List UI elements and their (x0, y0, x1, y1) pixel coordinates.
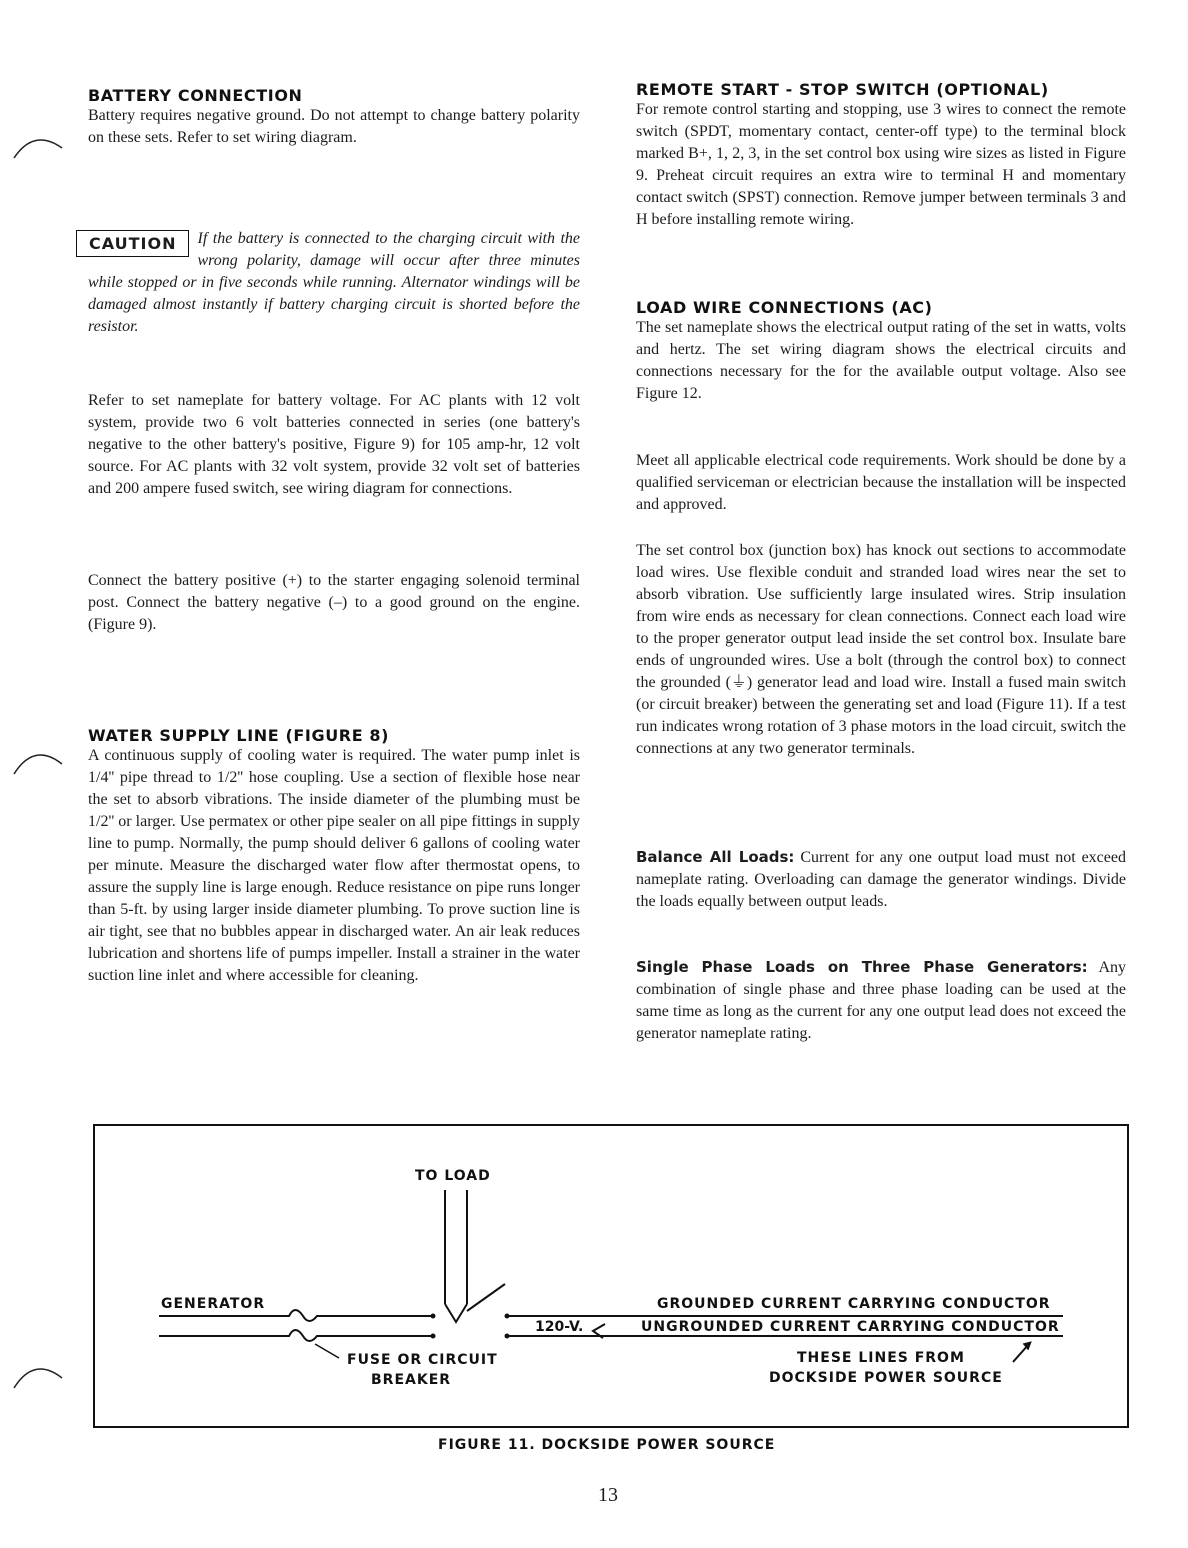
binder-hole-mark (8, 1356, 68, 1396)
battery-connection-heading: BATTERY CONNECTION (88, 86, 303, 105)
single-phase-text: Any combination of single phase and three phase loading can be used at the same time as long as the current for any one output lead does not exceed the generator nameplate rating. (636, 959, 1126, 1042)
caution-badge: CAUTION (76, 230, 189, 257)
to-load-label: TO LOAD (415, 1168, 491, 1184)
water-supply-text: A continuous supply of cooling water is required. The water pump inlet is 1/4'' pipe thread to 1/2'' hose coupling. Use a section of flexible hose near the set to absorb vibrations. The inside diameter of the plumbing must be 1/2'' or larger. Use permatex or other pipe sealer on all pipe fittings in supply line to pump. Normally, the pump should deliver 6 gallons of cooling water per minute. Measure the discharged water flow after thermostat opens, to assure the supply line is large enough. Reduce resistance on pipe runs longer than 5-ft. by using larger inside diameter plumbing. To prove suction line is air tight, see that no bubbles appear in discharged water. An air leak reduces lubrication and shortens life of pumps impeller. Install a strainer in the water suction line inlet and where accessible for cleaning. (88, 747, 580, 984)
remote-switch-section (636, 80, 1126, 231)
battery-connection-text: Battery requires negative ground. Do not attempt to change battery polarity on these sets. Refer to set wiring diagram. (88, 107, 580, 146)
water-supply-section (88, 726, 580, 987)
control-box-text: The set control box (junction box) has knock out sections to accommodate load wires. Use flexible conduit and stranded load wires near the set to absorb vibration. Use sufficiently large insulated wires. Strip insulation from wire ends as necessary for clean connections. Connect each load wire to the proper generator output lead inside the set control box. Insulate bare ends of ungrounded wires. Use a bolt (through the control box) to connect the grounded (⏚) generator lead and load wire. Install a fused main switch (or circuit breaker) between the generating set and load (Figure 11). If a test run indicates wrong rotation of 3 phase motors in the load circuit, switch the connections at any two generator terminals. (636, 542, 1126, 757)
binder-hole-mark (8, 742, 68, 782)
caution-section (88, 228, 580, 338)
balance-loads-paragraph (636, 846, 1126, 913)
grounded-conductor-label: GROUNDED CURRENT CARRYING CONDUCTOR (657, 1296, 1051, 1312)
balance-loads-text: Current for any one output load must not exceed nameplate rating. Overloading can damage the generator windings. Divide the loads equally between output leads. (636, 849, 1126, 910)
single-phase-lead: Single Phase Loads on Three Phase Generators: (636, 958, 1088, 976)
binder-hole-mark (8, 128, 68, 168)
water-supply-heading: WATER SUPPLY LINE (FIGURE 8) (88, 726, 390, 745)
figure-caption: FIGURE 11. DOCKSIDE POWER SOURCE (438, 1437, 776, 1453)
lines-from-label-line2: DOCKSIDE POWER SOURCE (769, 1370, 1003, 1386)
dockside-power-diagram (93, 1124, 1129, 1428)
ungrounded-conductor-label: UNGROUNDED CURRENT CARRYING CONDUCTOR (641, 1319, 1060, 1335)
generator-label: GENERATOR (161, 1296, 266, 1312)
single-phase-block (636, 956, 1126, 1045)
battery-voltage-paragraph (88, 390, 580, 500)
fuse-label-line1: FUSE OR CIRCUIT (347, 1352, 498, 1368)
caution-text: If the battery is connected to the charging circuit with the wrong polarity, damage will occur after three minutes while stopped or in five seconds while running. Alternator windings will be damaged almost instantly if battery charging circuit is shorted before the resistor. (88, 230, 580, 335)
fuse-label-line2: BREAKER (371, 1372, 452, 1388)
lines-from-label-line1: THESE LINES FROM (797, 1350, 965, 1366)
voltage-label: 120-V. (535, 1319, 584, 1335)
battery-connection-section (88, 86, 580, 149)
balance-loads-block (636, 846, 1126, 913)
code-requirements-paragraph (636, 450, 1126, 516)
code-requirements-text: Meet all applicable electrical code requirements. Work should be done by a qualified serviceman or electrician because the installation will be inspected and approved. (636, 452, 1126, 513)
load-wire-text: The set nameplate shows the electrical output rating of the set in watts, volts and hertz. The set wiring diagram shows the electrical circuits and connections necessary for the for the available output voltage. Also see Figure 12. (636, 319, 1126, 402)
remote-switch-text: For remote control starting and stopping, use 3 wires to connect the remote switch (SPDT, momentary contact, center-off type) to the terminal block marked B+, 1, 2, 3, in the set control box using wire sizes as listed in Figure 9. Preheat circuit requires an extra wire to terminal H and momentary contact switch (SPST) connection. Remove jumper between terminals 3 and H before installing remote wiring. (636, 101, 1126, 228)
battery-connect-paragraph (88, 570, 580, 636)
load-wire-section (636, 298, 1126, 405)
battery-connect-text: Connect the battery positive (+) to the starter engaging solenoid terminal post. Connect the battery negative (–) to a good ground on the engine. (Figure 9). (88, 572, 580, 633)
balance-loads-lead: Balance All Loads: (636, 848, 795, 866)
battery-voltage-text: Refer to set nameplate for battery voltage. For AC plants with 12 volt system, provide two 6 volt batteries connected in series (one battery's negative to the other battery's positive, Figure 9) for 105 amp-hr, 12 volt source. For AC plants with 32 volt system, provide 32 volt set of batteries and 200 ampere fused switch, see wiring diagram for connections. (88, 392, 580, 497)
page-number: 13 (598, 1484, 618, 1506)
single-phase-paragraph (636, 956, 1126, 1045)
load-wire-heading: LOAD WIRE CONNECTIONS (AC) (636, 298, 933, 317)
control-box-paragraph (636, 540, 1126, 760)
remote-switch-heading: REMOTE START - STOP SWITCH (OPTIONAL) (636, 80, 1049, 99)
